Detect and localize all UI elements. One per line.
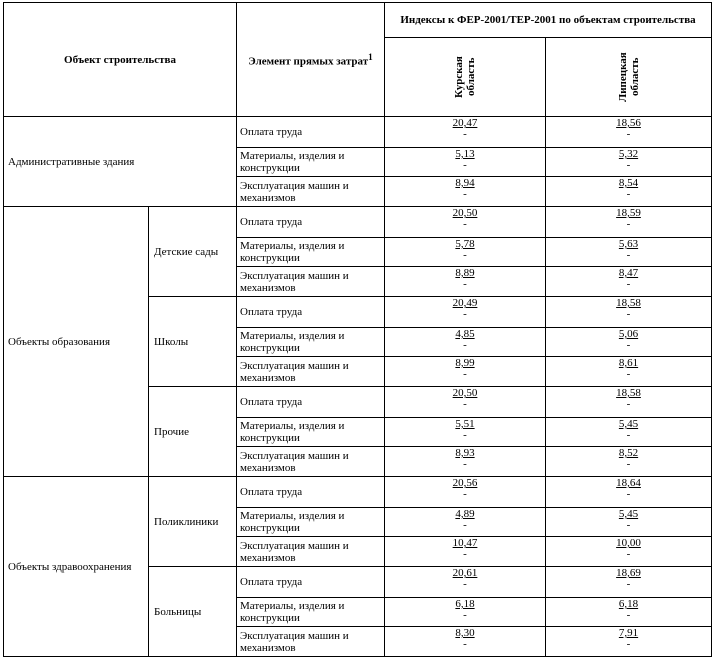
value-lipetsk <box>546 357 712 387</box>
table-body <box>4 117 712 657</box>
index-dash: - <box>626 159 631 171</box>
index-value: 8,89 <box>455 267 475 279</box>
index-dash: - <box>626 578 631 590</box>
index-value: 20,56 <box>452 477 478 489</box>
subobject-name: Прочие <box>149 387 237 477</box>
index-dash: - <box>463 128 467 140</box>
index-value: 20,50 <box>452 387 478 399</box>
index-dash: - <box>626 548 631 560</box>
subobject-name: Больницы <box>149 567 237 657</box>
index-dash: - <box>626 249 631 261</box>
index-value: 18,69 <box>616 567 641 579</box>
value-kursk <box>385 148 546 177</box>
header-indices: Индексы к ФЕР-2001/ТЕР-2001 по объектам строительства <box>385 3 712 38</box>
cost-element: Оплата труда <box>237 387 385 418</box>
table-row <box>4 477 712 508</box>
index-value: 5,63 <box>618 238 639 250</box>
index-dash: - <box>626 638 631 650</box>
index-dash: - <box>463 278 467 290</box>
value-lipetsk <box>546 297 712 328</box>
index-dash: - <box>463 488 467 500</box>
header-element: Элемент прямых затрат$^1$ <box>237 3 385 117</box>
index-value: 5,51 <box>455 418 475 430</box>
value-kursk <box>385 207 546 238</box>
object-name: Административные здания <box>4 117 237 207</box>
index-value: 8,99 <box>455 357 475 369</box>
index-dash: - <box>626 368 631 380</box>
object-name: Объекты образования <box>4 207 149 477</box>
cost-element: Оплата труда <box>237 207 385 238</box>
cost-element: Оплата труда <box>237 477 385 508</box>
value-kursk <box>385 508 546 537</box>
index-value: 8,93 <box>455 447 475 459</box>
index-value: 10,00 <box>616 537 641 549</box>
index-dash: - <box>463 638 467 650</box>
index-dash: - <box>463 458 467 470</box>
cost-element: Материалы, изделия и конструкции <box>237 418 385 447</box>
cost-element: Оплата труда <box>237 297 385 328</box>
cost-element: Материалы, изделия и конструкции <box>237 148 385 177</box>
index-dash: - <box>463 578 467 590</box>
value-lipetsk <box>546 447 712 477</box>
cost-element: Материалы, изделия и конструкции <box>237 508 385 537</box>
index-value: 20,61 <box>452 567 478 579</box>
index-value: 8,47 <box>618 267 639 279</box>
index-dash: - <box>463 339 467 351</box>
cost-element: Эксплуатация машин и механизмов <box>237 537 385 567</box>
value-kursk <box>385 177 546 207</box>
index-value: 5,45 <box>618 418 639 430</box>
index-dash: - <box>463 218 467 230</box>
cost-element: Эксплуатация машин и механизмов <box>237 177 385 207</box>
index-value: 8,54 <box>618 177 639 189</box>
index-value: 4,85 <box>455 328 475 340</box>
index-dash: - <box>626 429 631 441</box>
value-kursk <box>385 598 546 627</box>
cost-element: Эксплуатация машин и механизмов <box>237 357 385 387</box>
index-value: 5,32 <box>618 148 639 160</box>
value-lipetsk <box>546 537 712 567</box>
indices-table <box>3 2 712 657</box>
index-dash: - <box>463 548 467 560</box>
value-lipetsk <box>546 267 712 297</box>
value-lipetsk <box>546 117 712 148</box>
value-kursk <box>385 477 546 508</box>
index-dash: - <box>626 278 631 290</box>
value-kursk <box>385 297 546 328</box>
header-region-lipetsk: Липецкая область <box>546 38 712 117</box>
index-dash: - <box>463 609 467 621</box>
index-dash: - <box>626 188 631 200</box>
index-value: 18,64 <box>616 477 641 489</box>
index-value: 5,78 <box>455 238 475 250</box>
value-lipetsk <box>546 598 712 627</box>
index-value: 6,18 <box>455 598 475 610</box>
index-dash: - <box>626 398 631 410</box>
object-name: Объекты здравоохранения <box>4 477 149 657</box>
index-value: 20,47 <box>452 117 478 129</box>
table-row <box>4 117 712 148</box>
value-lipetsk <box>546 418 712 447</box>
index-dash: - <box>626 519 631 531</box>
index-value: 8,61 <box>618 357 639 369</box>
cost-element: Эксплуатация машин и механизмов <box>237 267 385 297</box>
value-kursk <box>385 567 546 598</box>
index-value: 5,06 <box>618 328 639 340</box>
index-dash: - <box>626 458 631 470</box>
cost-element: Материалы, изделия и конструкции <box>237 328 385 357</box>
index-dash: - <box>463 159 467 171</box>
index-value: 18,58 <box>616 297 641 309</box>
cost-element: Оплата труда <box>237 567 385 598</box>
value-lipetsk <box>546 627 712 657</box>
value-lipetsk <box>546 508 712 537</box>
index-value: 10,47 <box>452 537 478 549</box>
index-value: 8,52 <box>618 447 639 459</box>
header-object: Объект строительства <box>4 3 237 117</box>
value-kursk <box>385 418 546 447</box>
index-value: 5,45 <box>618 508 639 520</box>
value-kursk <box>385 447 546 477</box>
index-dash: - <box>626 218 631 230</box>
value-lipetsk <box>546 387 712 418</box>
value-kursk <box>385 627 546 657</box>
subobject-name: Поликлиники <box>149 477 237 567</box>
value-lipetsk <box>546 177 712 207</box>
value-lipetsk <box>546 328 712 357</box>
value-lipetsk <box>546 477 712 508</box>
index-dash: - <box>626 339 631 351</box>
value-lipetsk <box>546 238 712 267</box>
index-value: 18,59 <box>616 207 641 219</box>
value-kursk <box>385 537 546 567</box>
value-kursk <box>385 117 546 148</box>
index-dash: - <box>463 368 467 380</box>
subobject-name: Школы <box>149 297 237 387</box>
index-value: 20,50 <box>452 207 478 219</box>
index-dash: - <box>463 429 467 441</box>
index-dash: - <box>463 398 467 410</box>
index-value: 6,18 <box>618 598 639 610</box>
index-value: 20,49 <box>452 297 478 309</box>
index-value: 7,91 <box>618 627 639 639</box>
index-value: 4,89 <box>455 508 475 520</box>
index-dash: - <box>463 519 467 531</box>
index-dash: - <box>626 308 631 320</box>
index-value: 8,30 <box>455 627 475 639</box>
value-lipetsk <box>546 567 712 598</box>
index-dash: - <box>463 249 467 261</box>
index-value: 8,94 <box>455 177 475 189</box>
value-lipetsk <box>546 148 712 177</box>
index-value: 18,58 <box>616 387 641 399</box>
index-dash: - <box>463 308 467 320</box>
index-value: 18,56 <box>616 117 641 129</box>
cost-element: Эксплуатация машин и механизмов <box>237 447 385 477</box>
value-kursk <box>385 387 546 418</box>
index-dash: - <box>463 188 467 200</box>
cost-element: Оплата труда <box>237 117 385 148</box>
index-dash: - <box>626 488 631 500</box>
value-kursk <box>385 238 546 267</box>
cost-element: Эксплуатация машин и механизмов <box>237 627 385 657</box>
index-dash: - <box>626 128 631 140</box>
table-row <box>4 207 712 238</box>
index-value: 5,13 <box>455 148 475 160</box>
value-kursk <box>385 267 546 297</box>
cost-element: Материалы, изделия и конструкции <box>237 598 385 627</box>
value-lipetsk <box>546 207 712 238</box>
subobject-name: Детские сады <box>149 207 237 297</box>
index-dash: - <box>626 609 631 621</box>
header-region-kursk: Курская область <box>385 38 546 117</box>
value-kursk <box>385 357 546 387</box>
cost-element: Материалы, изделия и конструкции <box>237 238 385 267</box>
value-kursk <box>385 328 546 357</box>
